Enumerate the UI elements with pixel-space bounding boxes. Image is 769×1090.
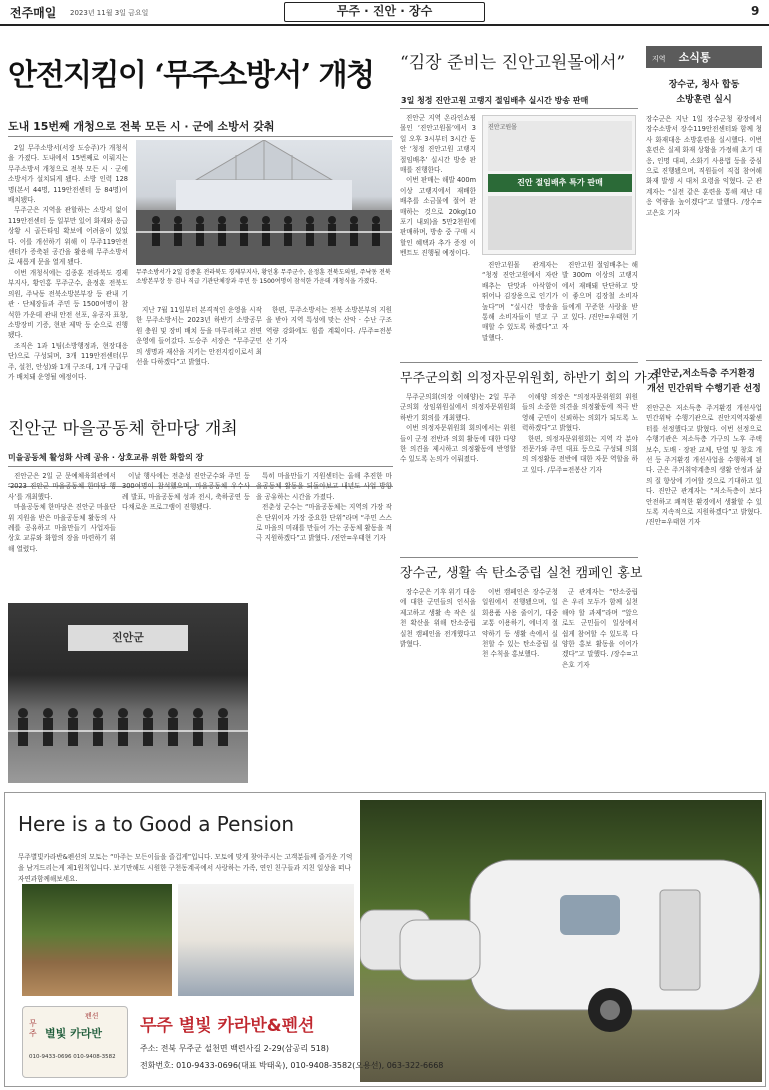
council-article-column-2 [522,392,638,554]
village-headline: 진안군 마을공동체 한마당 개최 [8,419,238,439]
paragraph: 진안군 지역 온라인쇼핑몰인 ‘진안고원몰’에서 3일 오후 3시부터 3시간 동안 ‘청정 진안고원 고랭지 절임배추’ 실시간 방송 판매를 진행한다. [400,114,476,175]
paragraph: 이번 개청식에는 김종훈 전라북도 경제부지사, 황인홍 무주군수, 윤정훈 전북도의원, 주낙동 전북소방본부장 등 관내 기관 · 단체장들과 주민 등 1500여명이 참석한 가운데 관내 안전 선포, 유공자 표창, 소방장비 기증, 현판 제막 등 순으로 진행됐다. [8,268,128,340]
paragraph: 조직은 1과 1팀(소방행정과, 현장대응단)으로 구성되며, 3개 119안전센터(무주, 설천, 안성)와 1개 구조대, 1개 구급대가 배치돼 운영될 예정이다. [8,341,128,381]
pension-signboard [22,1006,128,1078]
promo-title: 진안 절임배추 특가 판매 [488,174,632,192]
page-number: 9 [751,4,760,18]
lead-article-column-3 [266,305,392,483]
paragraph: 한편, 무주소방서는 전북 소방본부의 지원을 받아 지역 특성에 맞는 산악 · 수난 구조 역량 강화에도 힘쓸 계획이다. /무주=전봉산 기자 [266,306,392,346]
ad-address: 주소: 전북 무주군 설천면 백련사길 2-29(삼공리 518) [140,1044,329,1053]
sidebar-item-title: 개선 민간위탁 수행기관 선정 [647,384,761,394]
divider [8,466,393,467]
sidebar-item-title: 장수군, 청사 합동 [668,80,740,90]
sidebar-item-body: 장수군은 지난 1일 장수군청 광장에서 장수소방서 장수119안전센터와 함께 청사 화재대응 소방훈련을 실시했다. 이번 훈련은 실제 화재 상황을 가정해 초기 대응, 인명 대피, 소화기 사용법 등을 중심으로 진행됐으며, 직원들이 직접 참여해 화재 발생 시 대처 요령을 익혔다. 군 관계자는 “실전 같은 훈련을 통해 재난 대응 역량을 높이겠다”고 말했다. /장수=고은호 기자 [646,115,762,217]
pension-room-photo [178,884,354,996]
sign-phone: 010-9433-0696 010-9408-3582 [29,1054,116,1060]
caravan-campsite-photo [360,800,762,1082]
ad-english-title: Here is a to Good a Pension [18,812,295,836]
kimchi-article-column-1 [400,113,476,353]
opening-ceremony-photo [136,140,392,265]
paragraph: 한편, 의정자문위원회는 지역 각 분야 전문가와 주민 대표 등으로 구성돼 의회의 의정활동 전반에 대한 자문 역할을 하고 있다. /무주=전봉산 기자 [522,434,638,474]
section-label: 무주 · 진안 · 장수 [284,2,485,22]
paragraph: 지난 7월 11일부터 본격적인 운영을 시작한 무주소방서는 2023년 하반기 소방공무원 충원 및 장비 배치 등을 마무리하고 전면 운영에 들어갔다. 도승주 서장은 “무주군민의 생명과 재산을 지키는 안전지킴이로서 최선을 다하겠다”고 밝혔다. [136,306,262,367]
council-article-column-1 [400,392,516,554]
divider [646,360,762,361]
paragraph: 이번 의정자문위원회 회의에서는 위원들이 군정 전반과 의회 활동에 대한 다양한 의견을 제시하고 의정활동에 반영할 수 있도록 논의가 이뤄졌다. [400,424,516,464]
village-article-column-2 [122,471,250,601]
paragraph: 장수군은 기후 위기 대응에 대한 군민들의 인식을 제고하고 생활 속 작은 실천 확산을 위해 탄소중립 실천 캠페인을 전개했다고 밝혔다. [400,588,476,649]
sidebar-label: 지역 [652,55,666,63]
sidebar-item-title: 진안군,저소득층 주거환경 [652,369,756,379]
kimchi-headline: “김장 준비는 진안고원몰에서” [400,53,626,73]
sign-pension: 펜션 [85,1012,99,1020]
ceremony-illustration [136,140,392,265]
paragraph: 마을공동체 한마당은 진안군 마을단위 지원을 받은 마을공동체 활동의 사례를 공유하고 마을만들기 사업자들 상호 교류와 화합의 장을 마련하기 위해 열렸다. [8,503,116,553]
sign-region: 무주 [29,1019,37,1038]
village-article-column-3 [256,471,392,786]
cabbage-photo [488,196,632,250]
header-divider [0,24,769,26]
paragraph: 군 관계자는 “탄소중립은 우리 모두가 함께 실천해야 할 과제”라며 “앞으로도 군민들이 일상에서 쉽게 참여할 수 있도록 다양한 홍보 활동을 이어가겠다”고 말했다. /장수=고은호 기자 [562,588,638,669]
kimchi-subheadline: 3일 청정 진안고원 고랭지 절임배추 실시간 방송 판매 [401,96,589,105]
paragraph: 특히 마을만들기 지원센터는 올해 추진한 마을공동체 활동을 되돌아보고 내년도 사업 방향을 공유하는 시간을 가졌다. [256,472,392,501]
paragraph: 전춘성 군수는 “마을공동체는 지역의 가장 작은 단위이자 가장 중요한 단위”라며 “주민 스스로 마을의 미래를 만들어 가는 공동체 활동을 적극 지원하겠다”고 밝혔다. /진안=우태현 기자 [256,503,392,543]
divider [8,136,393,137]
paragraph: 이해양 의장은 “의정자문위원회 위원들의 소중한 의견을 의정활동에 적극 반영해 군민이 신뢰하는 의회가 되도록 노력하겠다”고 밝혔다. [522,393,638,433]
divider [400,557,638,558]
newspaper-logo: 전주매일 [10,6,57,20]
ad-phone: 전화번호: 010-9433-0696(대표 박태욱), 010-9408-3582(오용선), 063-322-6668 [140,1061,444,1070]
paragraph: 진안고원 절임배추는 해발 300m 이상의 고랭지에서 재배돼 단단하고 맛이 좋으며 김장철 소비자들에게 꾸준한 사랑을 받고 있다. /진안=우태현 기자 [562,261,638,332]
sidebar-item-title: 소방훈련 실시 [676,95,732,105]
local-news-sidebar [646,46,762,831]
paragraph: 이번 캠페인은 장수군청 일원에서 진행됐으며, 일회용품 사용 줄이기, 대중교통 이용하기, 에너지 절약하기 등 생활 속에서 실천할 수 있는 탄소중립 실천 수칙을 홍보했다. [482,588,558,659]
photo-caption: 무주소방서가 2일 김종훈 전라북도 경제부지사, 황인홍 무주군수, 윤정훈 전북도의원, 주낙동 전북소방본부장 등 검나 직급 기관단체장과 주민 등 1500여명이 참석한 가운데 개청식을 가졌다. [136,269,391,285]
paragraph: 무주군은 지역을 관할하는 소방서 없이 119안전센터 등 일부만 있어 화재와 응급상황 시 골든타임 확보에 어려움이 있었다. 이를 개선하기 위해 이 무주119안전센터가 증축된 공간을 활용해 무주소방서로 새롭게 문을 열게 됐다. [8,206,128,267]
divider [400,108,638,109]
village-event-photo [8,603,248,783]
promo-brand: 진안고원몰 [488,124,517,131]
masthead [0,0,769,24]
kimchi-promo-image [482,115,636,255]
carbon-article-column-2 [482,587,558,787]
paragraph: 무주군의회(의장 이해양)는 2일 무주군의회 상임위원실에서 의정자문위원회 하반기 회의를 개최했다. [400,393,516,422]
paragraph: 이날 행사에는 전춘성 진안군수와 주민 등 300여명이 참석했으며, 마을공동체 우수사례 발표, 마을공동체 성과 전시, 축하공연 등 다채로운 프로그램이 진행됐다. [122,472,250,512]
village-subheadline: 미을공동체 활성화 사례 공유 · 상호교류 위한 화합의 장 [8,453,204,462]
pension-deck-photo [22,884,172,996]
sidebar-title: 소식통 [678,51,711,64]
kimchi-article-column-2 [482,260,558,360]
issue-date: 2023년 11월 3일 금요일 [70,9,149,17]
lead-headline: 안전지킴이 ‘무주소방서’ 개청 [8,58,374,93]
paragraph: 2일 무주소방서(서장 도승주)가 개청식을 가졌다. 도내에서 15번째로 이뤄지는 무주소방서 개청으로 전북 모든 시 · 군에 소방서가 설치되게 됐다. 소방 인력 128명(본서 44명, 119안전센터 등 84명)이 배치됐다. [8,144,128,205]
attendees-illustration [8,703,248,783]
paragraph: 진안고원몰 관계자는 “청정 진안고원에서 자란 배추는 단맛과 아삭함이 뛰어나 김장용으로 인기가 높다”며 “실시간 방송을 통해 소비자들이 믿고 구매할 수 있도록 하겠다”고 말했다. [482,261,558,342]
stage-banner: 진안군 [68,625,188,651]
council-headline: 무주군의회 의정자문위원회, 하반기 회의 가져 [400,371,660,386]
paragraph: 이번 판매는 해발 400m 이상 고랭지에서 재배한 배추를 소금물에 절여 판매하는 것으로 20kg(10포기 내외)을 5만2천원에 판매하며, 방송 중 구매 시 할인 혜택과 추가 증정 이벤트도 진행될 예정이다. [400,176,476,258]
sidebar-header [646,46,762,68]
ad-description: 무주별빛카라반&펜션의 모토는 “마주는 모든이들을 즐겁게”입니다. 모토에 맞게 찾아주시는 고객분들께 즐거운 기억을 남겨드리는게 제1원칙입니다. 보기만해도 시원한 구천동계곡에서 사랑하는 가족, 연인 친구들과 지친 일상을 떠나 자연과함께해보세요. [18,853,353,883]
divider [400,362,638,363]
caravan-illustration [360,800,762,1082]
carbon-headline: 장수군, 생활 속 탄소중립 실천 캠페인 홍보 [400,566,643,581]
ad-business-name: 무주 별빛 카라반&펜션 [140,1016,315,1036]
sidebar-item-body: 진안군은 저소득층 주거환경 개선사업 민간위탁 수행기관으로 진안지역자활센터를 선정했다고 밝혔다. 이번 선정으로 수행기관은 저소득층 가구의 노후 주택 보수, 도배 · 장판 교체, 단열 및 창호 개선 등 주거환경 개선사업을 수행하게 된다. 군은 주거취약계층의 생활 안정과 삶의 질 향상에 기여할 것으로 기대하고 있다. 진안군 관계자는 “저소득층이 보다 안전하고 쾌적한 환경에서 생활할 수 있도록 지속적으로 지원하겠다”고 밝혔다. /진안=우태현 기자 [646,404,762,527]
lead-subheadline: 도내 15번째 개청으로 전북 모든 시 · 군에 소방서 갖춰 [8,120,275,133]
carbon-article-column-3 [562,587,638,787]
paragraph: 진안군은 2일 군 문예체육회관에서 ‘2023 진안군 마을공동체 한마당 행사’를 개최했다. [8,472,116,501]
sign-main: 별빛 카라반 [45,1027,102,1040]
carbon-article-column-1 [400,587,476,787]
kimchi-article-column-3 [562,260,638,360]
